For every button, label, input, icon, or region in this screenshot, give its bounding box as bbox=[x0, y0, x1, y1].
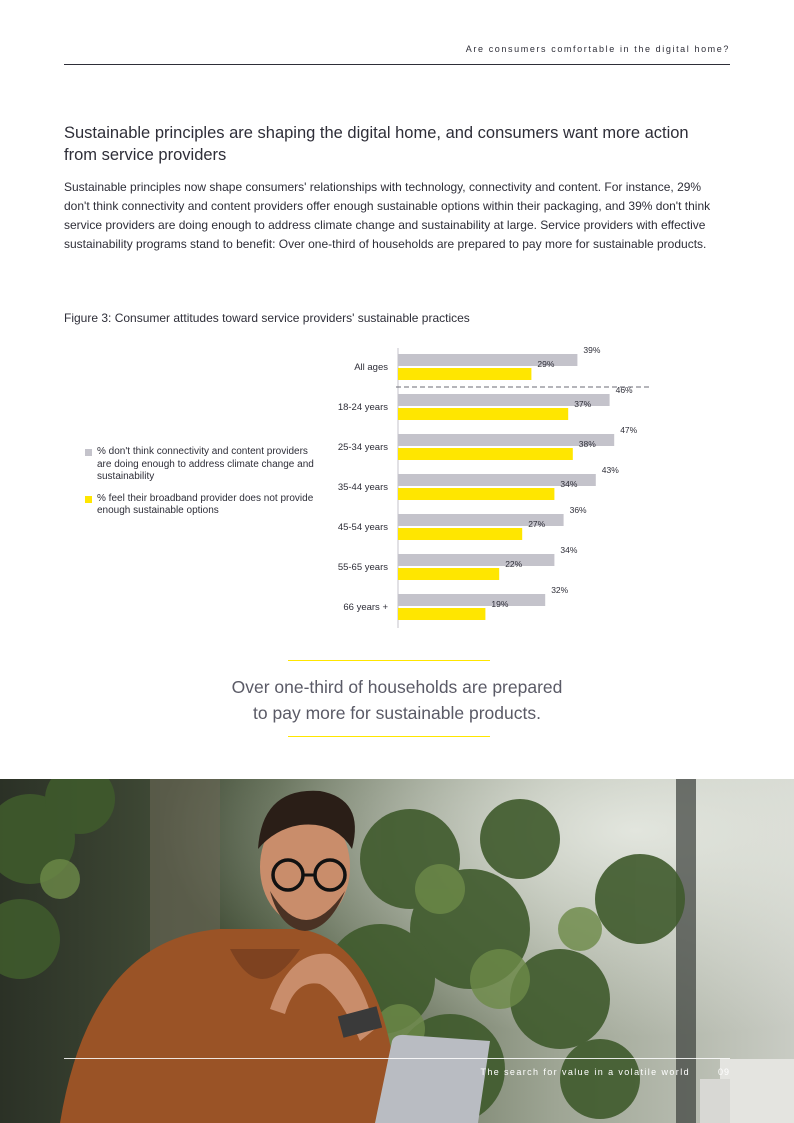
bar-series-2 bbox=[398, 568, 499, 580]
bar-value-label: 29% bbox=[537, 359, 555, 369]
pull-quote bbox=[150, 674, 644, 726]
bar-series-1 bbox=[398, 554, 554, 566]
running-header bbox=[64, 42, 730, 65]
legend-label-climate: % don't think connectivity and content providers are doing enough to address climate change and sustainability bbox=[97, 446, 314, 482]
category-label: 18-24 years bbox=[337, 402, 388, 413]
legend-swatch-gray bbox=[85, 449, 92, 456]
section-heading: Sustainable principles are shaping the digital home, and consumers want more action from service providers bbox=[64, 124, 689, 164]
footer-title: The search for value in a volatile world bbox=[480, 1067, 690, 1077]
footer-rule bbox=[64, 1058, 730, 1059]
bar-series-2 bbox=[398, 368, 531, 380]
category-label: 25-34 years bbox=[337, 442, 388, 453]
legend-label-broadband: % feel their broadband provider does not provide enough sustainable options bbox=[97, 492, 314, 516]
bar-series-2 bbox=[398, 448, 573, 460]
page-number: 09 bbox=[717, 1067, 730, 1077]
pull-quote-line-2: to pay more for sustainable products. bbox=[253, 703, 541, 723]
bar-value-label: 38% bbox=[578, 439, 596, 449]
bar-value-label: 19% bbox=[491, 599, 509, 609]
category-label: All ages bbox=[354, 362, 388, 373]
bar-value-label: 34% bbox=[560, 545, 578, 555]
bar-value-label: 22% bbox=[505, 559, 523, 569]
bar-value-label: 46% bbox=[615, 385, 633, 395]
quote-rule-top bbox=[288, 660, 490, 661]
bar-series-2 bbox=[398, 528, 522, 540]
body-paragraph: Sustainable principles now shape consumers' relationships with technology, connectivity and content. For instance, 29% don't think connectivity and content providers offer enough sustainable options within their packaging, and 39% don't think service providers are doing enough to address climate change and sustainability at large. Service providers with effective sustainability programs stand to benefit: Over one-third of households are prepared to pay more for sustainable products. bbox=[64, 180, 711, 251]
bar-value-label: 36% bbox=[569, 505, 587, 515]
running-title: Are consumers comfortable in the digital home? bbox=[465, 44, 730, 54]
category-label: 45-54 years bbox=[337, 522, 388, 533]
bar-value-label: 39% bbox=[583, 345, 601, 355]
figure-caption: Figure 3: Consumer attitudes toward service providers' sustainable practices bbox=[64, 311, 470, 325]
bar-value-label: 37% bbox=[574, 399, 592, 409]
legend-item-climate bbox=[85, 446, 315, 484]
category-label: 35-44 years bbox=[337, 482, 388, 493]
bar-chart bbox=[300, 340, 670, 630]
quote-rule-bottom bbox=[288, 736, 490, 737]
bar-value-label: 32% bbox=[551, 585, 569, 595]
category-label: 55-65 years bbox=[337, 562, 388, 573]
legend-item-broadband bbox=[85, 493, 315, 518]
chart-legend bbox=[85, 446, 315, 527]
bar-value-label: 27% bbox=[528, 519, 546, 529]
bar-series-1 bbox=[398, 594, 545, 606]
bar-series-2 bbox=[398, 488, 554, 500]
bar-value-label: 43% bbox=[601, 465, 619, 475]
bar-series-2 bbox=[398, 608, 485, 620]
pull-quote-line-1: Over one-third of households are prepared bbox=[231, 677, 563, 697]
bar-value-label: 34% bbox=[560, 479, 578, 489]
bar-series-2 bbox=[398, 408, 568, 420]
legend-swatch-yellow bbox=[85, 496, 92, 503]
category-label: 66 years + bbox=[343, 602, 388, 613]
bar-value-label: 47% bbox=[620, 425, 638, 435]
